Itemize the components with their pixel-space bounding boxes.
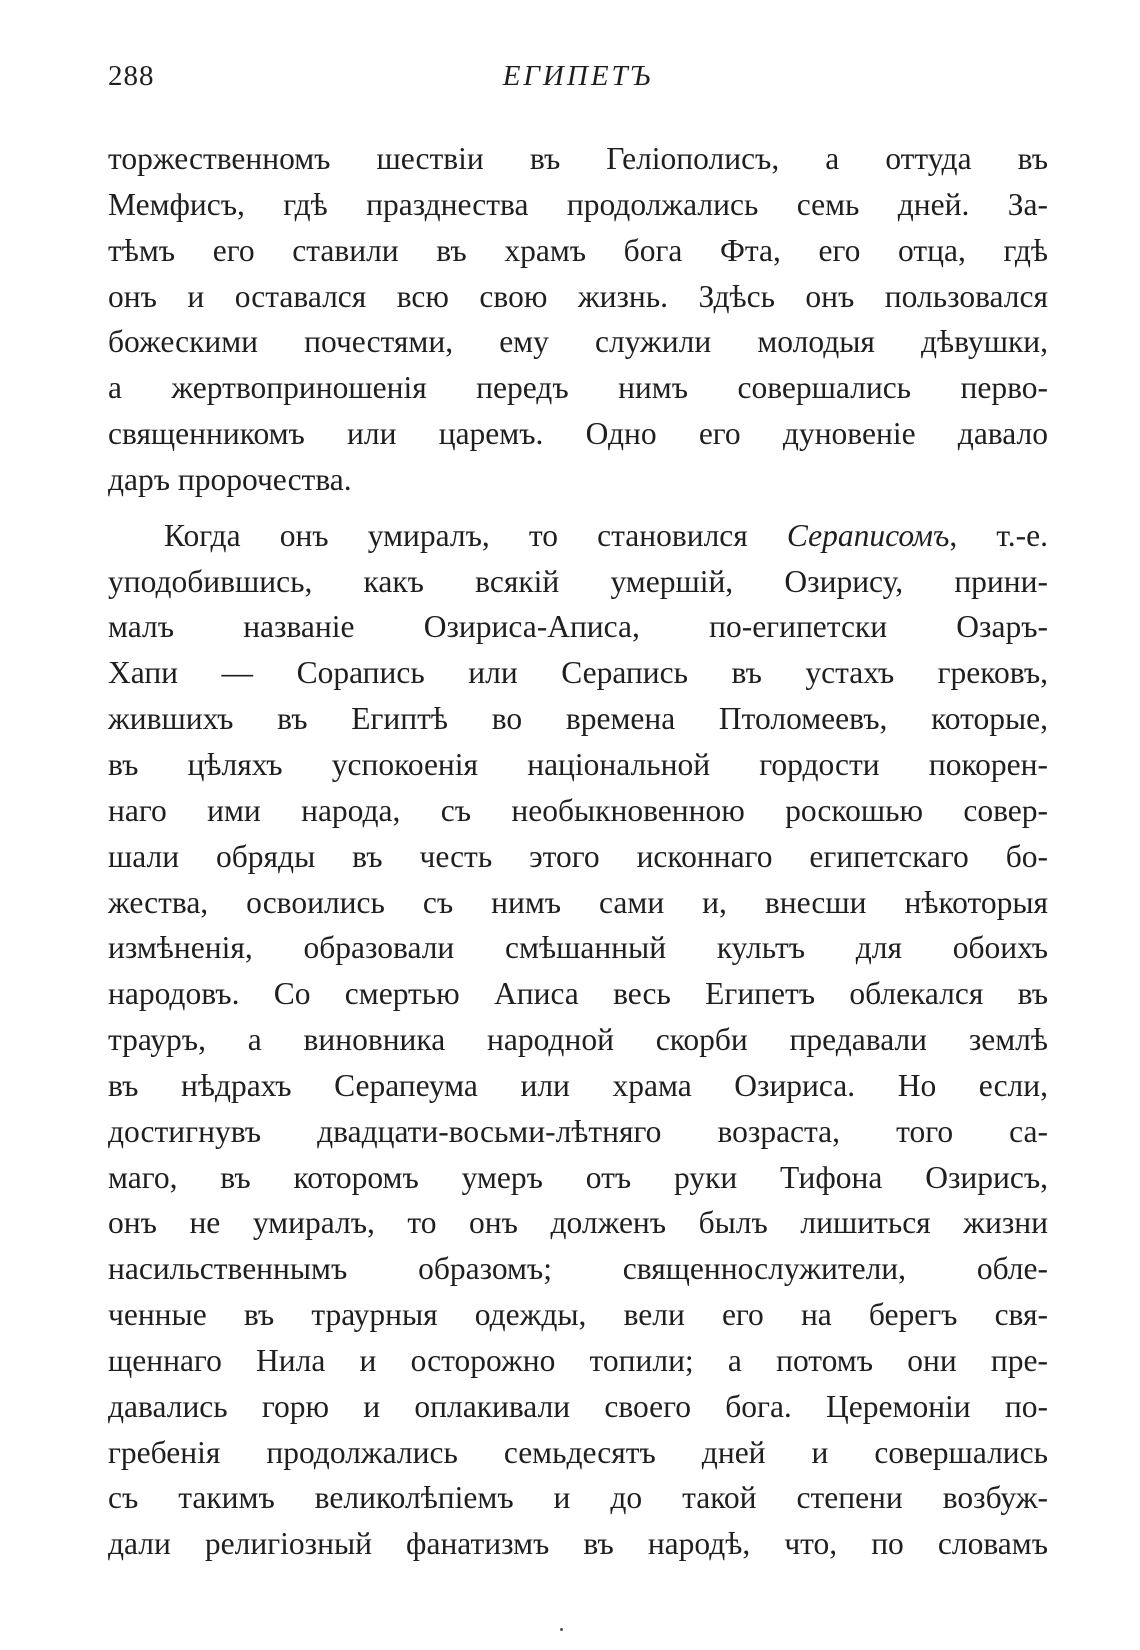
text-line: насильственнымъ образомъ; священнослужители, обле- [108,1251,1048,1287]
text-line-first [108,513,1048,559]
text-line: трауръ, а виновника народной скорби предавали землѣ [108,1022,1048,1058]
text-line: онъ и оставался всю свою жизнь. Здѣсь онъ пользовался [108,278,1048,314]
text-run: , т.-е. [949,517,1048,553]
paragraph-1 [108,136,1048,503]
text-run: Когда онъ умиралъ, то становился [164,517,787,553]
text-line: уподобившись, какъ всякій умершій, Озирису, прини- [108,563,1048,599]
text-line: съ такимъ великолѣпіемъ и до такой степени возбуж- [108,1480,1048,1516]
text-line: божескими почестями, ему служили молодыя дѣвушки, [108,324,1048,360]
text-line: священникомъ или царемъ. Одно его дуновеніе давало [108,416,1048,452]
emphasized-term: Сераписомъ [786,517,950,553]
text-line: торжественномъ шествіи въ Геліополисъ, а оттуда въ [108,141,1048,176]
paragraph-2 [108,513,1048,1567]
running-head [108,60,1048,100]
text-line: тѣмъ его ставили въ храмъ бога Фта, его отца, гдѣ [108,232,1048,268]
text-line: маго, въ которомъ умеръ отъ руки Тифона Озирисъ, [108,1159,1048,1195]
chapter-title: ЕГИПЕТЪ [502,60,654,92]
page-number: 288 [108,60,155,92]
text-line: а жертвоприношенія передъ нимъ совершались перво- [108,370,1048,406]
text-line: онъ не умиралъ, то онъ долженъ былъ лишиться жизни [108,1205,1048,1241]
text-line: жества, освоились съ нимъ сами и, внесши нѣкоторыя [108,884,1048,920]
paper-speck [560,1628,563,1631]
text-line: ченные въ траурныя одежды, вели его на берегъ свя- [108,1297,1048,1333]
text-line: давались горю и оплакивали своего бога. Церемоніи по- [108,1388,1048,1424]
text-line: Хапи — Сорапись или Серапись въ устахъ грековъ, [108,655,1048,691]
text-line: Мемфисъ, гдѣ празднества продолжались семь дней. За- [108,186,1048,222]
text-line: измѣненія, образовали смѣшанный культъ для обоихъ [108,930,1048,966]
text-line: наго ими народа, съ необыкновенною роскошью совер- [108,792,1048,828]
text-line: народовъ. Со смертью Аписа весь Египетъ облекался въ [108,976,1048,1012]
text-line: дали религіозный фанатизмъ въ народѣ, что, по словамъ [108,1526,1048,1562]
text-line: гребенія продолжались семьдесятъ дней и совершались [108,1434,1048,1470]
text-line: въ нѣдрахъ Серапеума или храма Озириса. Но если, [108,1067,1048,1103]
text-line: достигнувъ двадцати-восьми-лѣтняго возраста, того са- [108,1113,1048,1149]
text-line: малъ названіе Озириса-Аписа, по-египетски Озаръ- [108,609,1048,645]
text-line: жившихъ въ Египтѣ во времена Птоломеевъ, которые, [108,701,1048,737]
text-line: щеннаго Нила и осторожно топили; а потомъ они пре- [108,1342,1048,1378]
text-line: шали обряды въ честь этого исконнаго египетскаго бо- [108,838,1048,874]
text-line: даръ пророчества. [108,461,352,497]
body-text [108,136,1048,1567]
text-line: въ цѣляхъ успокоенія національной гордости покорен- [108,746,1048,782]
